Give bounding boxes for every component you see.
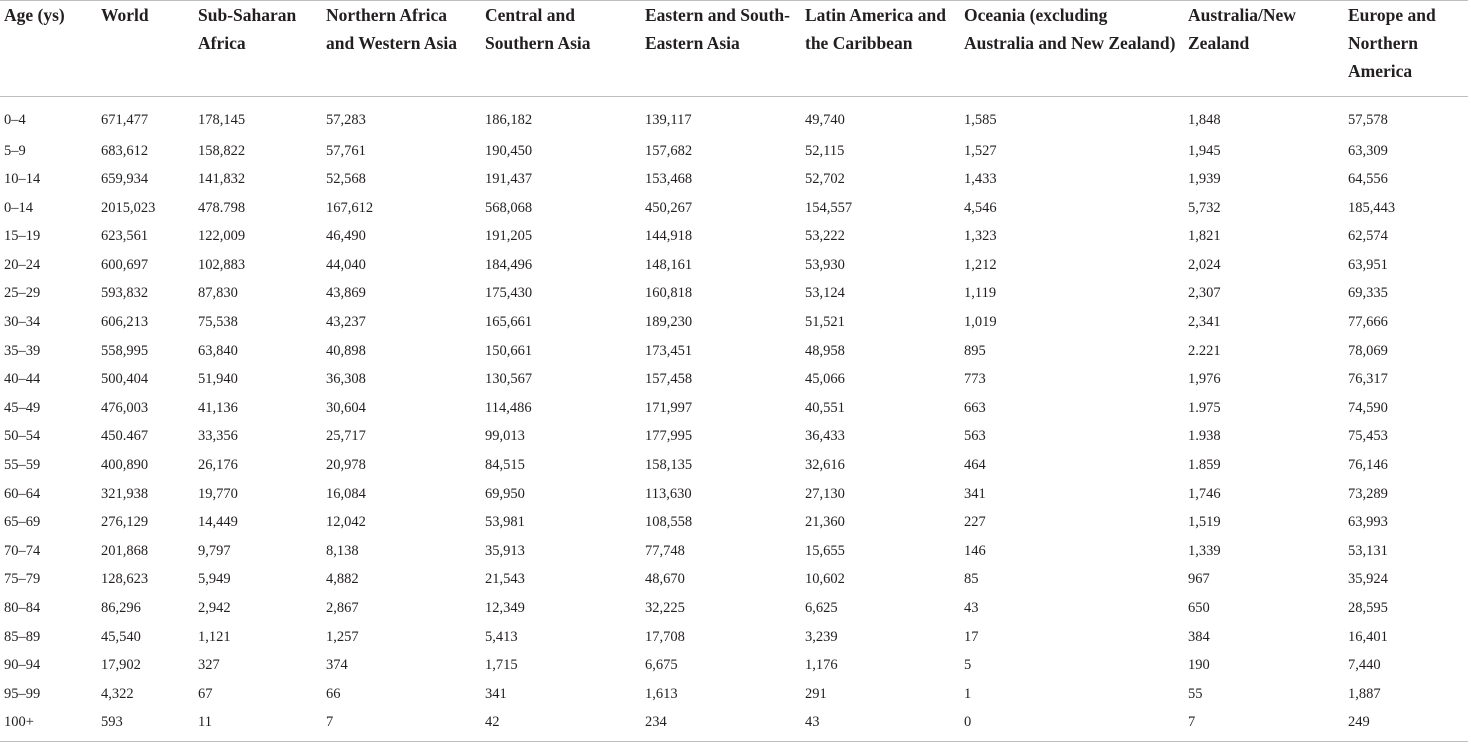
population-cell: 57,578 xyxy=(1348,112,1388,128)
population-cell: 593,832 xyxy=(101,285,149,302)
population-cell: 683,612 xyxy=(101,142,149,159)
population-cell: 17 xyxy=(964,628,979,645)
population-cell: 48,958 xyxy=(805,342,845,359)
population-cell: 85 xyxy=(964,571,979,588)
population-cell: 53,131 xyxy=(1348,542,1388,559)
population-cell: 1,119 xyxy=(964,285,997,302)
population-cell: 49,740 xyxy=(805,112,845,128)
age-group-cell: 80–84 xyxy=(4,600,41,616)
population-cell: 73,289 xyxy=(1348,485,1388,502)
population-cell: 153,468 xyxy=(645,171,693,188)
population-cell: 20,978 xyxy=(326,457,366,474)
population-cell: 19,770 xyxy=(198,485,238,502)
age-group-cell: 65–69 xyxy=(4,514,41,531)
population-cell: 51,940 xyxy=(198,371,238,388)
population-cell: 6,675 xyxy=(645,657,678,674)
population-cell: 43 xyxy=(805,714,820,731)
population-cell: 63,840 xyxy=(198,342,238,359)
population-cell: 69,950 xyxy=(485,485,525,502)
population-cell: 1,257 xyxy=(326,628,359,645)
population-cell: 4,546 xyxy=(964,199,997,216)
table-row xyxy=(0,565,1468,594)
population-cell: 276,129 xyxy=(101,514,149,531)
population-cell: 26,176 xyxy=(198,457,238,474)
age-group-cell: 10–14 xyxy=(4,171,41,188)
population-cell: 55 xyxy=(1188,685,1203,702)
population-cell: 2.221 xyxy=(1188,342,1221,359)
population-cell: 130,567 xyxy=(485,371,533,388)
population-cell: 173,451 xyxy=(645,342,693,359)
population-cell: 249 xyxy=(1348,714,1370,731)
age-group-cell: 40–44 xyxy=(4,371,41,388)
population-cell: 2,307 xyxy=(1188,285,1221,302)
population-cell: 41,136 xyxy=(198,399,238,416)
population-cell: 99,013 xyxy=(485,428,525,445)
population-cell: 62,574 xyxy=(1348,228,1388,245)
population-cell: 86,296 xyxy=(101,600,141,616)
population-cell: 773 xyxy=(964,371,986,388)
population-cell: 1 xyxy=(964,685,972,702)
age-group-cell: 70–74 xyxy=(4,542,41,559)
column-header: Australia/New Zealand xyxy=(1188,5,1296,53)
table-row xyxy=(0,137,1468,166)
age-group-cell: 60–64 xyxy=(4,485,41,502)
table-row xyxy=(0,537,1468,566)
population-cell: 17,902 xyxy=(101,657,141,674)
population-cell: 1,212 xyxy=(964,256,997,273)
population-cell: 341 xyxy=(964,485,986,502)
population-cell: 291 xyxy=(805,685,827,702)
population-cell: 476,003 xyxy=(101,399,149,416)
column-header: Northern Africa and Western Asia xyxy=(326,5,457,53)
population-cell: 158,822 xyxy=(198,142,246,159)
table-row xyxy=(0,480,1468,509)
population-cell: 69,335 xyxy=(1348,285,1388,302)
table-row xyxy=(0,165,1468,194)
table-row xyxy=(0,623,1468,652)
population-cell: 11 xyxy=(198,714,212,731)
population-cell: 5 xyxy=(964,657,972,674)
age-group-cell: 55–59 xyxy=(4,457,41,474)
population-cell: 75,453 xyxy=(1348,428,1388,445)
age-group-cell: 85–89 xyxy=(4,628,41,645)
population-cell: 1,339 xyxy=(1188,542,1221,559)
population-cell: 6,625 xyxy=(805,600,838,616)
column-header: Latin America and the Caribbean xyxy=(805,5,946,53)
population-cell: 43 xyxy=(964,600,979,616)
population-cell: 57,761 xyxy=(326,142,366,159)
population-cell: 128,623 xyxy=(101,571,149,588)
population-cell: 16,401 xyxy=(1348,628,1388,645)
population-cell: 30,604 xyxy=(326,399,366,416)
population-cell: 57,283 xyxy=(326,112,366,128)
age-group-cell: 30–34 xyxy=(4,314,41,331)
population-cell: 78,069 xyxy=(1348,342,1388,359)
population-cell: 1,613 xyxy=(645,685,678,702)
table-row xyxy=(0,708,1468,741)
population-cell: 563 xyxy=(964,428,986,445)
population-cell: 63,993 xyxy=(1348,514,1388,531)
population-cell: 21,360 xyxy=(805,514,845,531)
population-cell: 25,717 xyxy=(326,428,366,445)
population-cell: 2,024 xyxy=(1188,256,1221,273)
population-cell: 48,670 xyxy=(645,571,685,588)
population-cell: 21,543 xyxy=(485,571,525,588)
population-cell: 160,818 xyxy=(645,285,693,302)
population-cell: 27,130 xyxy=(805,485,845,502)
population-cell: 606,213 xyxy=(101,314,149,331)
table-row xyxy=(0,97,1468,137)
population-cell: 46,490 xyxy=(326,228,366,245)
table-row xyxy=(0,279,1468,308)
population-cell: 190 xyxy=(1188,657,1210,674)
population-cell: 17,708 xyxy=(645,628,685,645)
table-header xyxy=(0,1,1468,97)
population-cell: 51,521 xyxy=(805,314,845,331)
population-cell: 40,898 xyxy=(326,342,366,359)
population-cell: 52,568 xyxy=(326,171,366,188)
population-cell: 157,682 xyxy=(645,142,693,159)
population-cell: 1,519 xyxy=(1188,514,1221,531)
population-cell: 600,697 xyxy=(101,256,149,273)
population-cell: 44,040 xyxy=(326,256,366,273)
population-cell: 1,585 xyxy=(964,112,997,128)
age-group-cell: 35–39 xyxy=(4,342,41,359)
population-cell: 5,413 xyxy=(485,628,518,645)
population-cell: 175,430 xyxy=(485,285,533,302)
population-cell: 12,349 xyxy=(485,600,525,616)
age-group-cell: 20–24 xyxy=(4,256,41,273)
population-cell: 1,019 xyxy=(964,314,997,331)
column-header: Oceania (excluding Australia and New Zealand) xyxy=(964,5,1176,53)
population-cell: 77,666 xyxy=(1348,314,1388,331)
population-cell: 186,182 xyxy=(485,112,533,128)
population-cell: 1.975 xyxy=(1188,399,1221,416)
population-cell: 36,308 xyxy=(326,371,366,388)
table-row xyxy=(0,422,1468,451)
population-cell: 165,661 xyxy=(485,314,533,331)
age-group-cell: 0–14 xyxy=(4,199,33,216)
population-cell: 190,450 xyxy=(485,142,533,159)
population-cell: 2,867 xyxy=(326,600,359,616)
population-cell: 40,551 xyxy=(805,399,845,416)
population-cell: 7,440 xyxy=(1348,657,1381,674)
population-cell: 384 xyxy=(1188,628,1210,645)
population-cell: 84,515 xyxy=(485,457,525,474)
population-cell: 191,437 xyxy=(485,171,533,188)
population-cell: 66 xyxy=(326,685,341,702)
age-group-cell: 50–54 xyxy=(4,428,41,445)
population-cell: 45,066 xyxy=(805,371,845,388)
population-cell: 189,230 xyxy=(645,314,693,331)
population-cell: 63,309 xyxy=(1348,142,1388,159)
population-cell: 113,630 xyxy=(645,485,692,502)
population-cell: 1.859 xyxy=(1188,457,1221,474)
population-cell: 1,821 xyxy=(1188,228,1221,245)
population-cell: 114,486 xyxy=(485,399,532,416)
column-header: Sub-Saharan Africa xyxy=(198,5,297,53)
population-cell: 150,661 xyxy=(485,342,533,359)
population-cell: 400,890 xyxy=(101,457,149,474)
population-cell: 12,042 xyxy=(326,514,366,531)
population-cell: 63,951 xyxy=(1348,256,1388,273)
population-cell: 650 xyxy=(1188,600,1210,616)
table-row xyxy=(0,508,1468,537)
population-cell: 450,267 xyxy=(645,199,693,216)
population-cell: 1,323 xyxy=(964,228,997,245)
population-cell: 45,540 xyxy=(101,628,141,645)
population-cell: 16,084 xyxy=(326,485,366,502)
population-cell: 341 xyxy=(485,685,507,702)
population-cell: 185,443 xyxy=(1348,199,1396,216)
population-cell: 1,715 xyxy=(485,657,518,674)
population-cell: 1,976 xyxy=(1188,371,1221,388)
population-cell: 374 xyxy=(326,657,348,674)
population-cell: 0 xyxy=(964,714,972,731)
population-cell: 1,121 xyxy=(198,628,231,645)
population-cell: 663 xyxy=(964,399,986,416)
population-cell: 1.938 xyxy=(1188,428,1221,445)
population-cell: 593 xyxy=(101,714,123,731)
population-cell: 33,356 xyxy=(198,428,238,445)
population-cell: 53,981 xyxy=(485,514,525,531)
population-cell: 2,341 xyxy=(1188,314,1221,331)
age-group-cell: 100+ xyxy=(4,714,34,731)
population-cell: 167,612 xyxy=(326,199,374,216)
population-cell: 450.467 xyxy=(101,428,149,445)
age-group-cell: 0–4 xyxy=(4,112,26,128)
population-cell: 15,655 xyxy=(805,542,845,559)
column-header: Eastern and South-Eastern Asia xyxy=(645,5,790,53)
age-group-cell: 15–19 xyxy=(4,228,41,245)
population-cell: 1,848 xyxy=(1188,112,1221,128)
population-cell: 7 xyxy=(1188,714,1196,731)
population-cell: 177,995 xyxy=(645,428,693,445)
population-cell: 558,995 xyxy=(101,342,149,359)
table-row xyxy=(0,337,1468,366)
population-cell: 52,702 xyxy=(805,171,845,188)
population-cell: 967 xyxy=(1188,571,1210,588)
age-group-cell: 25–29 xyxy=(4,285,41,302)
column-header: Age (ys) xyxy=(4,5,65,25)
table-row xyxy=(0,251,1468,280)
population-cell: 42 xyxy=(485,714,500,731)
population-cell: 671,477 xyxy=(101,112,149,128)
population-cell: 35,913 xyxy=(485,542,525,559)
population-cell: 144,918 xyxy=(645,228,693,245)
column-header: Central and Southern Asia xyxy=(485,5,591,53)
population-cell: 122,009 xyxy=(198,228,246,245)
population-cell: 43,869 xyxy=(326,285,366,302)
population-cell: 53,930 xyxy=(805,256,845,273)
population-cell: 43,237 xyxy=(326,314,366,331)
table-row xyxy=(0,594,1468,623)
population-cell: 141,832 xyxy=(198,171,246,188)
population-cell: 201,868 xyxy=(101,542,149,559)
population-cell: 14,449 xyxy=(198,514,238,531)
population-cell: 28,595 xyxy=(1348,600,1388,616)
population-cell: 1,176 xyxy=(805,657,838,674)
table-row xyxy=(0,651,1468,680)
population-cell: 53,222 xyxy=(805,228,845,245)
population-cell: 5,732 xyxy=(1188,199,1221,216)
population-cell: 171,997 xyxy=(645,399,693,416)
population-cell: 53,124 xyxy=(805,285,845,302)
population-cell: 895 xyxy=(964,342,986,359)
population-cell: 234 xyxy=(645,714,667,731)
population-cell: 36,433 xyxy=(805,428,845,445)
age-group-cell: 45–49 xyxy=(4,399,41,416)
population-cell: 32,616 xyxy=(805,457,845,474)
table-row xyxy=(0,394,1468,423)
population-cell: 178,145 xyxy=(198,112,246,128)
population-cell: 139,117 xyxy=(645,112,692,128)
population-cell: 623,561 xyxy=(101,228,149,245)
header-row xyxy=(0,1,1468,97)
population-cell: 148,161 xyxy=(645,256,693,273)
population-cell: 659,934 xyxy=(101,171,149,188)
population-cell: 146 xyxy=(964,542,986,559)
population-cell: 75,538 xyxy=(198,314,238,331)
population-cell: 74,590 xyxy=(1348,399,1388,416)
age-group-cell: 5–9 xyxy=(4,142,26,159)
table-row xyxy=(0,451,1468,480)
population-cell: 2,942 xyxy=(198,600,231,616)
population-cell: 1,887 xyxy=(1348,685,1381,702)
age-group-cell: 90–94 xyxy=(4,657,41,674)
table-row xyxy=(0,365,1468,394)
population-cell: 500,404 xyxy=(101,371,149,388)
population-cell: 1,939 xyxy=(1188,171,1221,188)
population-cell: 157,458 xyxy=(645,371,693,388)
population-cell: 4,882 xyxy=(326,571,359,588)
population-cell: 1,945 xyxy=(1188,142,1221,159)
table-row xyxy=(0,680,1468,709)
population-cell: 32,225 xyxy=(645,600,685,616)
population-cell: 327 xyxy=(198,657,220,674)
population-cell: 76,317 xyxy=(1348,371,1388,388)
population-cell: 10,602 xyxy=(805,571,845,588)
table-row xyxy=(0,222,1468,251)
population-cell: 321,938 xyxy=(101,485,149,502)
population-cell: 102,883 xyxy=(198,256,246,273)
population-cell: 478.798 xyxy=(198,199,246,216)
population-cell: 227 xyxy=(964,514,986,531)
population-cell: 4,322 xyxy=(101,685,134,702)
population-cell: 158,135 xyxy=(645,457,693,474)
population-cell: 64,556 xyxy=(1348,171,1388,188)
column-header: World xyxy=(101,5,149,25)
population-cell: 67 xyxy=(198,685,213,702)
population-cell: 191,205 xyxy=(485,228,533,245)
age-group-cell: 95–99 xyxy=(4,685,41,702)
population-cell: 1,527 xyxy=(964,142,997,159)
population-cell: 1,433 xyxy=(964,171,997,188)
column-header: Europe and Northern America xyxy=(1348,5,1436,81)
population-cell: 1,746 xyxy=(1188,485,1221,502)
population-cell: 3,239 xyxy=(805,628,838,645)
population-cell: 7 xyxy=(326,714,334,731)
population-cell: 76,146 xyxy=(1348,457,1388,474)
age-group-cell: 75–79 xyxy=(4,571,41,588)
population-cell: 9,797 xyxy=(198,542,231,559)
population-cell: 464 xyxy=(964,457,986,474)
table-body xyxy=(0,97,1468,742)
population-cell: 184,496 xyxy=(485,256,533,273)
population-cell: 8,138 xyxy=(326,542,359,559)
table-row xyxy=(0,194,1468,223)
population-cell: 35,924 xyxy=(1348,571,1388,588)
population-cell: 77,748 xyxy=(645,542,685,559)
population-cell: 5,949 xyxy=(198,571,231,588)
population-cell: 87,830 xyxy=(198,285,238,302)
population-cell: 2015,023 xyxy=(101,199,156,216)
table-row xyxy=(0,308,1468,337)
population-cell: 52,115 xyxy=(805,142,845,159)
population-cell: 568,068 xyxy=(485,199,533,216)
population-cell: 154,557 xyxy=(805,199,853,216)
population-cell: 108,558 xyxy=(645,514,693,531)
